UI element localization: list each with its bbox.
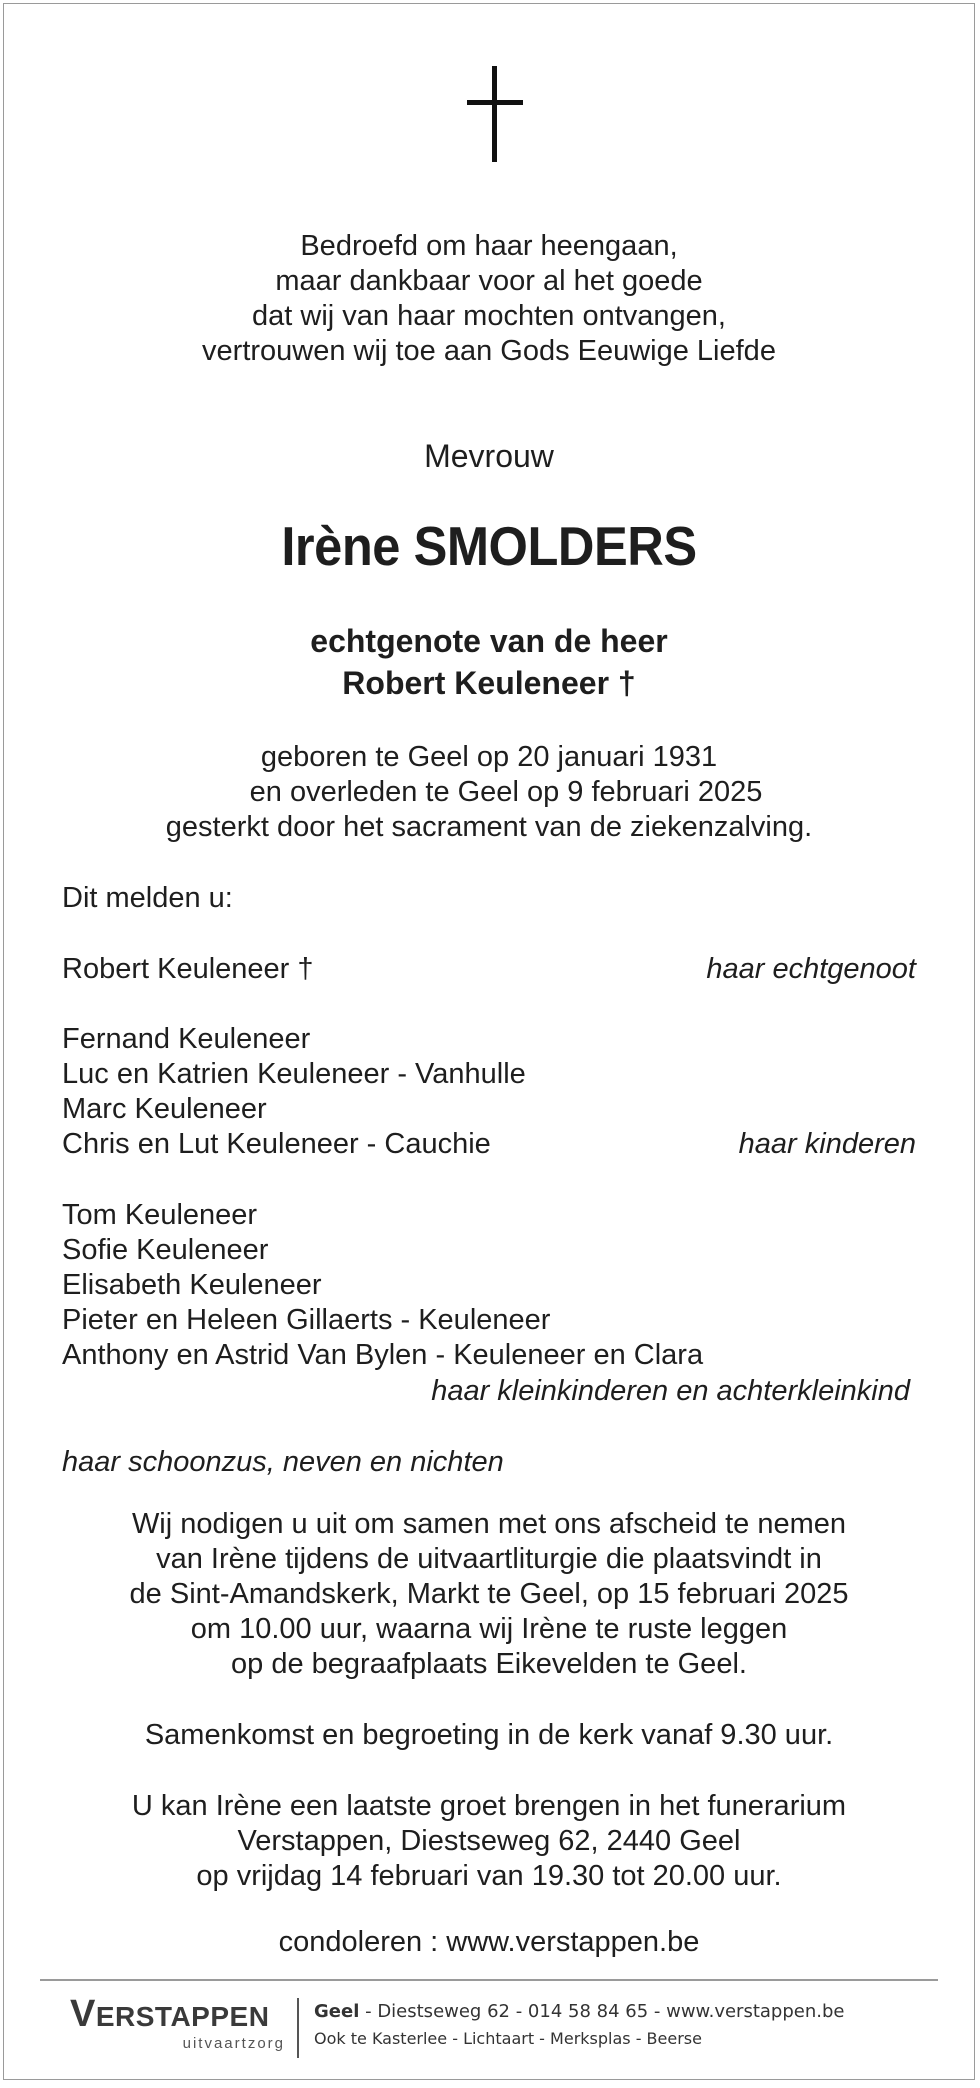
invitation-line: de Sint-Amandskerk, Markt te Geel, op 15 februari 2025	[129, 1578, 849, 1610]
invitation-line: op de begraafplaats Eikevelden te Geel.	[231, 1648, 747, 1680]
intro-line: dat wij van haar mochten ontvangen,	[252, 300, 726, 332]
gathering-text: Samenkomst en begroeting in de kerk vanaf 9.30 uur.	[144, 1719, 834, 1751]
intro-line: vertrouwen wij toe aan Gods Eeuwige Liefde	[202, 335, 776, 367]
logo-subtitle: uitvaartzorg	[182, 2035, 285, 2052]
logo-wordmark: VERSTAPPEN	[70, 1993, 270, 2035]
grandchild-name: Tom Keuleneer	[62, 1199, 258, 1231]
deceased-name: Irène SMOLDERS	[281, 515, 697, 577]
visit-text	[4, 1789, 974, 1894]
intro-line: maar dankbaar voor al het goede	[275, 265, 703, 297]
other-relatives: haar schoonzus, neven en nichten	[62, 1446, 504, 1478]
footer-city: Geel	[314, 2001, 360, 2022]
salutation: Mevrouw	[424, 438, 554, 474]
verstappen-logo	[70, 1994, 285, 2053]
footer-separator	[297, 1998, 299, 2058]
footer-address: - Diestseweg 62 - 014 58 84 65 - www.verstappen.be	[359, 2001, 845, 2022]
intro-line: Bedroefd om haar heengaan,	[300, 230, 678, 262]
invitation-text	[4, 1507, 974, 1682]
footer-contact	[314, 2001, 844, 2022]
child-name: Marc Keuleneer	[62, 1093, 267, 1125]
grandchild-name: Anthony en Astrid Van Bylen - Keuleneer en Clara	[62, 1339, 704, 1371]
husband-role: haar echtgenoot	[706, 953, 916, 985]
visit-line: op vrijdag 14 februari van 19.30 tot 20.00 uur.	[196, 1860, 782, 1892]
intro-text	[4, 229, 974, 369]
spouse-line: echtgenote van de heer	[310, 623, 668, 659]
grandchild-name: Elisabeth Keuleneer	[62, 1269, 322, 1301]
death-line: en overleden te Geel op 9 februari 2025	[249, 776, 763, 808]
child-name: Fernand Keuleneer	[62, 1023, 311, 1055]
spouse-line: Robert Keuleneer †	[342, 665, 636, 701]
visit-line: U kan Irène een laatste groet brengen in het funerarium	[131, 1790, 847, 1822]
footer-divider	[40, 1979, 938, 1981]
footer-branches: Ook te Kasterlee - Lichtaart - Merksplas - Beerse	[314, 2029, 702, 2048]
husband-name: Robert Keuleneer †	[62, 953, 314, 985]
announce-text: Dit melden u:	[62, 882, 233, 914]
grandchild-name: Pieter en Heleen Gillaerts - Keuleneer	[62, 1304, 551, 1336]
cross-icon	[467, 66, 523, 162]
child-name: Chris en Lut Keuleneer - Cauchie	[62, 1128, 491, 1160]
birth-line: geboren te Geel op 20 januari 1931	[260, 741, 718, 773]
child-name: Luc en Katrien Keuleneer - Vanhulle	[62, 1058, 526, 1090]
children-role: haar kinderen	[738, 1128, 916, 1160]
spouse-info	[4, 620, 974, 704]
sacrament-line: gesterkt door het sacrament van de ziekenzalving.	[165, 811, 813, 843]
life-dates	[4, 740, 974, 845]
grandchild-name: Sofie Keuleneer	[62, 1234, 269, 1266]
invitation-line: van Irène tijdens de uitvaartliturgie die plaatsvindt in	[156, 1543, 822, 1575]
obituary-card	[3, 3, 975, 2080]
visit-line: Verstappen, Diestseweg 62, 2440 Geel	[237, 1825, 741, 1857]
condolence-link[interactable]: condoleren : www.verstappen.be	[278, 1926, 700, 1958]
grandchildren-role: haar kleinkinderen en achterkleinkind	[431, 1375, 910, 1407]
invitation-line: om 10.00 uur, waarna wij Irène te ruste leggen	[190, 1613, 788, 1645]
invitation-line: Wij nodigen u uit om samen met ons afscheid te nemen	[131, 1508, 847, 1540]
